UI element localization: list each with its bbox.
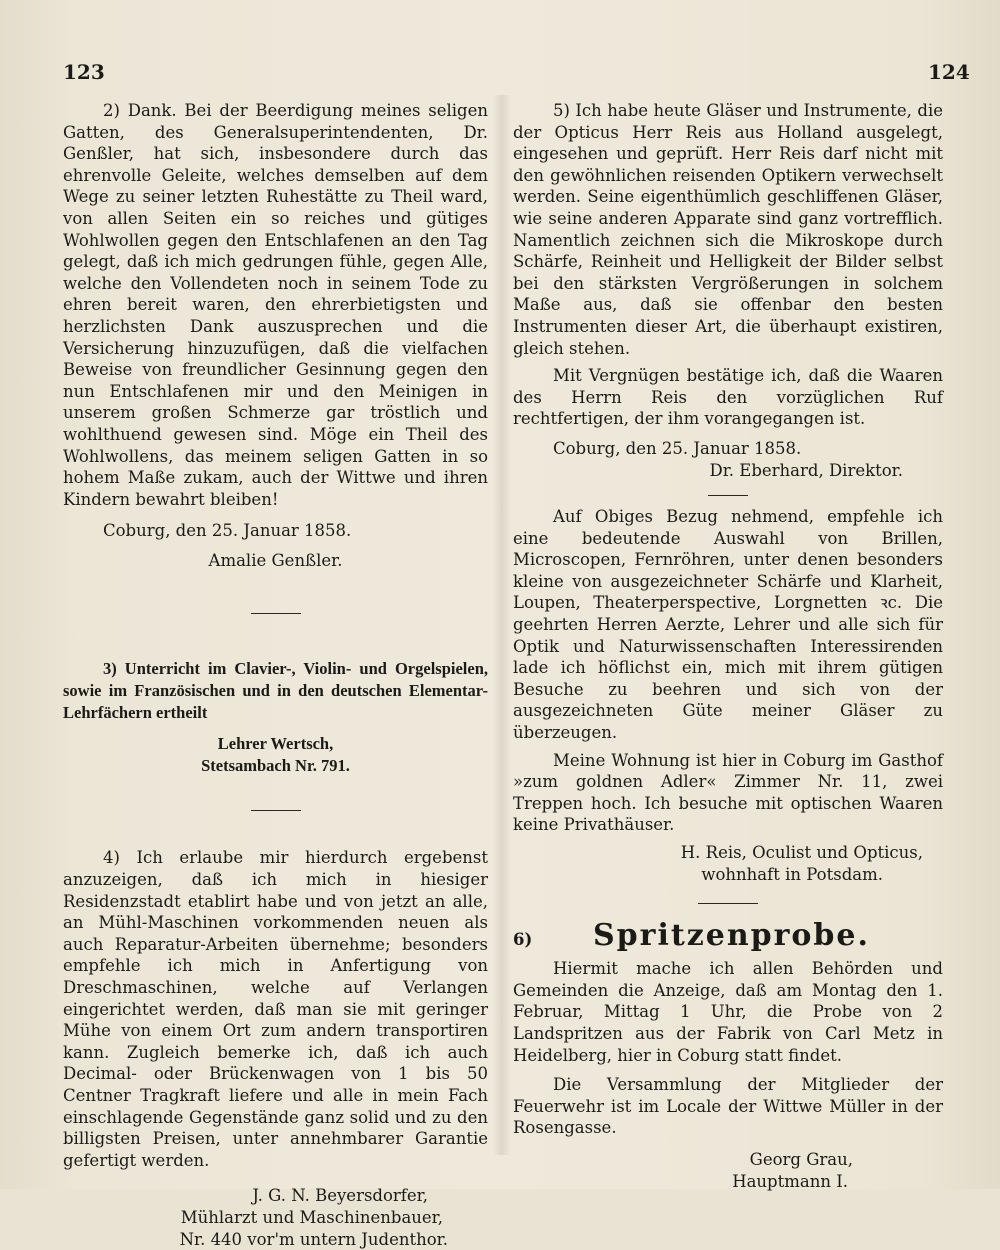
notice-optician-name: H. Reis, Oculist und Opticus, <box>680 843 923 862</box>
notice-millwright-profession: Mühlarzt und Maschinenbauer, <box>180 1207 443 1227</box>
notice-optician-text-4: Meine Wohnung ist hier in Coburg im Gasthof »zum goldnen Adler« Zimmer Nr. 11, zwei Treppen hoch. Ich besuche mit optischen Waaren keine Privathäuser. <box>513 750 943 835</box>
notice-millwright <box>63 847 488 1250</box>
notice-optician-text-1: 5) Ich habe heute Gläser und Instrumente, die der Opticus Herr Reis aus Holland ausgelegt, eingesehen und geprüft. Herr Reis darf nicht mit den gewöhnlichen reisenden Optikern verwechselt werden. Seine eigenthümlich geschliffenen Gläser, wie seine anderen Apparate sind ganz vortrefflich. Namentlich zeichnen sich die Mikroskope durch Schärfe, Reinheit und Helligkeit der Bilder selbst bei den stärksten Vergrößerungen in solchem Maße aus, daß sie offenbar den besten Instrumenten dieser Art, die überhaupt existiren, gleich stehen. <box>513 101 943 358</box>
notice-fire-drill-heading-row <box>513 918 943 954</box>
notice-thanks <box>63 100 488 571</box>
notice-optician-residence: wohnhaft in Potsdam. <box>701 864 883 884</box>
notice-millwright-address: Nr. 440 vor'm untern Judenthor. <box>179 1229 448 1249</box>
page-number-right: 124 <box>928 60 970 84</box>
notice-optician-date: Coburg, den 25. Januar 1858. <box>553 438 802 458</box>
notice-fire-drill-number: 6) <box>513 930 533 950</box>
notice-lessons <box>63 658 488 776</box>
notice-fire-drill-text-1: Hiermit mache ich allen Behörden und Gemeinden die Anzeige, daß am Montag den 1. Februar, Mittag 1 Uhr, die Probe von 2 Landspritzen aus der Fabrik von Carl Metz in Heidelberg, hier in Coburg statt findet. <box>513 959 943 1065</box>
notice-lessons-text: 3) Unterricht im Clavier-, Violin- und Orgelspielen, sowie im Französischen und in den deutschen Elementar-Lehrfächern ertheilt <box>63 659 488 722</box>
notice-lessons-name: Lehrer Wertsch, <box>217 734 334 754</box>
page-gutter <box>493 95 511 1155</box>
separator-rule <box>698 903 758 904</box>
separator-rule <box>251 613 301 614</box>
notice-millwright-name: J. G. N. Beyersdorfer, <box>252 1186 428 1206</box>
right-column <box>513 100 943 1192</box>
separator-rule <box>251 810 301 811</box>
notice-optician-text-2: Mit Vergnügen bestätige ich, daß die Waaren des Herrn Reis den vorzüglichen Ruf rechtfertigen, der ihm vorangegangen ist. <box>513 366 943 429</box>
notice-optician <box>513 100 943 885</box>
notice-optician-text-3: Auf Obiges Bezug nehmend, empfehle ich eine bedeutende Auswahl von Brillen, Microscopen, Fernröhren, unter denen besonders kleine von ausgezeichneter Schärfe und Klarheit, Loupen, Theaterperspective, Lorgnetten ꝛc. Die geehrten Herren Aerzte, Lehrer und alle sich für Optik und Naturwissenschaften Interessirenden lade ich höflichst ein, mich mit ihrem gütigen Besuche zu beehren und sich von der ausgezeichneten Güte meiner Gläser zu überzeugen. <box>513 507 943 743</box>
notice-millwright-text: 4) Ich erlaube mir hierdurch ergebenst anzuzeigen, daß ich mich in hiesiger Residenzstadt etablirt habe und von jetzt an alle, an Mühl-Maschinen vorkommenden neuen als auch Reparatur-Arbeiten übernehme; besonders empfehle ich mich in Anfertigung von Dreschmaschinen, welche auf Verlangen eingerichtet werden, daß man sie mit geringer Mühe von einem Ort zum andern transportiren kann. Zugleich bemerke ich, daß ich auch Decimal- oder Brückenwagen von 1 bis 50 Centner Tragkraft liefere und alle in mein Fach einschlagende Gegenstände ganz solid und zu den billigsten Preisen, unter annehmbarer Garantie gefertigt werden. <box>63 848 488 1170</box>
notice-optician-signature: Dr. Eberhard, Direktor. <box>709 460 903 480</box>
notice-fire-drill-text-2: Die Versammlung der Mitglieder der Feuerwehr ist im Locale der Wittwe Müller in der Rosengasse. <box>513 1075 943 1138</box>
notice-thanks-text: 2) Dank. Bei der Beerdigung meines seligen Gatten, des Generalsuperintendenten, Dr. Genßler, hat sich, insbesondere durch das ehrenvolle Geleite, welches demselben auf dem Wege zu seiner letzten Ruhestätte zu Theil ward, von allen Seiten ein so reiches und gütiges Wohlwollen gegen den Entschlafenen an den Tag gelegt, daß ich mich gedrungen fühle, gegen Alle, welche den Vollendeten noch in seinem Tode zu ehren bereit waren, den ehrerbietigsten und herzlichsten Dank auszusprechen und die Versicherung hinzuzufügen, daß die vielfachen Beweise von freundlicher Gesinnung gegen den nun Entschlafenen mir und den Meinigen in unserem großen Schmerze gar tröstlich und wohlthuend gewesen sind. Möge ein Theil des Wohlwollens, das meinem seligen Gatten in so hohem Maße zukam, auch der Wittwe und ihren Kindern bewahrt bleiben! <box>63 101 488 509</box>
notice-fire-drill-name: Georg Grau, <box>749 1149 853 1169</box>
left-column <box>63 100 488 1250</box>
notice-fire-drill <box>513 918 943 1192</box>
notice-lessons-address: Stetsambach Nr. 791. <box>201 755 350 775</box>
notice-thanks-signature: Amalie Genßler. <box>208 550 343 570</box>
page-number-left: 123 <box>63 60 105 84</box>
separator-rule <box>708 495 748 496</box>
notice-thanks-date: Coburg, den 25. Januar 1858. <box>103 521 352 541</box>
notice-fire-drill-title: Hauptmann I. <box>732 1171 848 1191</box>
notice-fire-drill-heading: Spritzenprobe. <box>593 918 870 954</box>
